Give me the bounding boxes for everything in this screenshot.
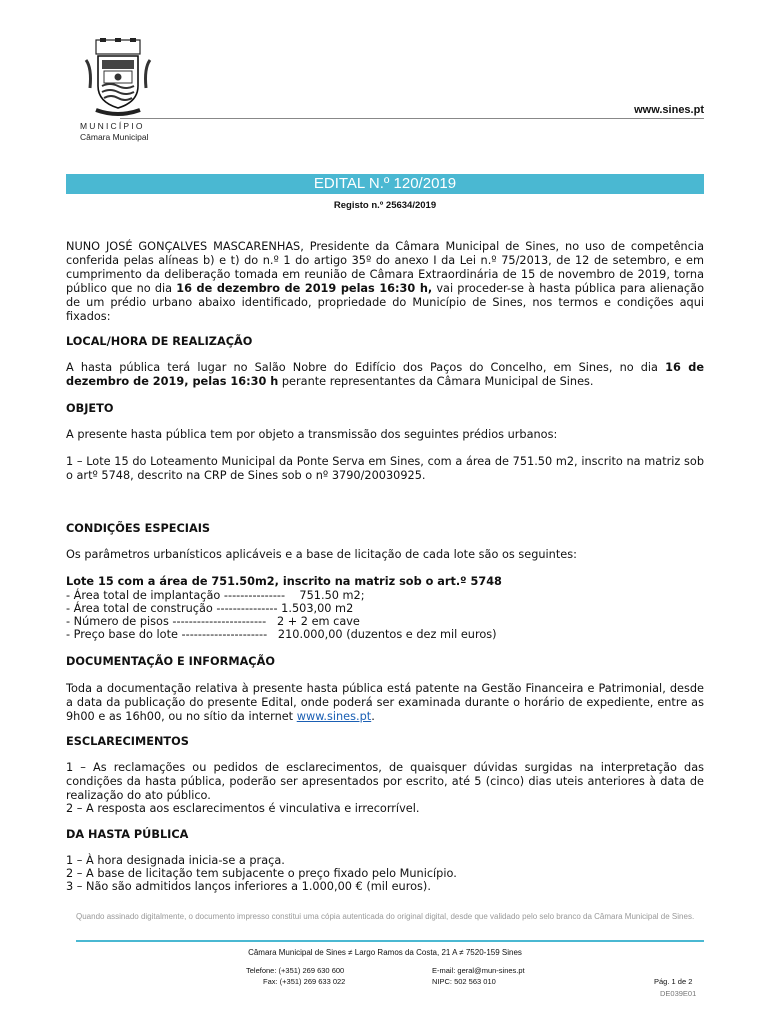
camara-label: Câmara Municipal [80, 132, 149, 142]
sines-website-link[interactable]: www.sines.pt [296, 710, 372, 723]
objeto-heading: OBJETO [66, 402, 114, 415]
local-heading: LOCAL/HORA DE REALIZAÇÃO [66, 335, 253, 348]
esclarecimentos-item-1: 1 – As reclamações ou pedidos de esclarecimentos, de quaisquer dúvidas surgidas na interpretação das condições da hasta pública, poderão ser apresentados por escrito, até 5 (cinco) dias uteis anteriores à data de realização do ato público. [66, 761, 704, 802]
objeto-item: 1 – Lote 15 do Loteamento Municipal da Ponte Serva em Sines, com a área de 751.50 m2, inscrito na matriz sob o artº 5748, descrito na CRP de Sines sob o nº 3790/20030925. [66, 455, 704, 482]
lote-param-2: - Área total de construção --------------- 1.503,00 m2 [66, 602, 354, 615]
footer-email: E-mail: geral@mun-sines.pt [432, 966, 525, 975]
footer-nipc: NIPC: 502 563 010 [432, 977, 496, 986]
objeto-paragraph: A presente hasta pública tem por objeto a transmissão dos seguintes prédios urbanos: [66, 428, 558, 441]
hasta-item-2: 2 – A base de licitação tem subjacente o preço fixado pelo Município. [66, 867, 457, 880]
page-number: Pág. 1 de 2 [654, 977, 693, 986]
municipio-label: MUNICÍPIO [80, 121, 145, 131]
registo-number: Registo n.º 25634/2019 [333, 200, 437, 211]
condicoes-heading: CONDIÇÕES ESPECIAIS [66, 522, 211, 535]
hasta-item-3: 3 – Não são admitidos lanços inferiores a 1.000,00 € (mil euros). [66, 880, 431, 893]
lote-param-3: - Número de pisos ----------------------- 2 + 2 em cave [66, 615, 360, 628]
lote-param-4: - Preço base do lote --------------------- 210.000,00 (duzentos e dez mil euros) [66, 628, 497, 641]
title-band [66, 174, 704, 194]
condicoes-paragraph: Os parâmetros urbanísticos aplicáveis e a base de licitação de cada lote são os seguintes: [66, 548, 577, 561]
intro-paragraph: NUNO JOSÉ GONÇALVES MASCARENHAS, Presidente da Câmara Municipal de Sines, no uso de competência conferida pelas alíneas b) e t) do n.º 1 do artigo 35º do anexo I da Lei n.º 75/2013, de 12 de setembro, e em cumprimento da deliberação tomada em reunião de Câmara Extraordinária de 15 de novembro de 2019, torna público que no dia 16 de dezembro de 2019 pelas 16:30 h, vai proceder-se à hasta pública para alienação de um prédio urbano abaixo identificado, propriedade do Município de Sines, nos termos e condições aqui fixados: [66, 240, 704, 323]
lote-heading: Lote 15 com a área de 751.50m2, inscrito na matriz sob o art.º 5748 [66, 575, 502, 588]
website-text: www.sines.pt [634, 104, 704, 116]
footer-telefone: Telefone: (+351) 269 630 600 [246, 966, 345, 975]
documentacao-heading: DOCUMENTAÇÃO E INFORMAÇÃO [66, 655, 275, 668]
edital-title: EDITAL N.º 120/2019 [313, 175, 457, 192]
hasta-item-1: 1 – À hora designada inicia-se a praça. [66, 854, 285, 867]
footer-divider [76, 940, 704, 942]
lote-param-1: - Área total de implantação --------------- 751.50 m2; [66, 589, 365, 602]
document-code: DE039E01 [660, 989, 697, 998]
footer-fax: Fax: (+351) 269 633 022 [263, 977, 346, 986]
documentacao-paragraph: Toda a documentação relativa à presente hasta pública está patente na Gestão Financeira e Patrimonial, desde a data da publicação do presente Edital, onde poderá ser examinada durante o horário de expediente, entre as 9h00 e as 16h00, ou no sítio da internet www.sines.pt. [66, 682, 704, 723]
esclarecimentos-heading: ESCLARECIMENTOS [66, 735, 189, 748]
municipal-crest-logo [82, 38, 154, 118]
footer-address: Câmara Municipal de Sines ≠ Largo Ramos da Costa, 21 A ≠ 7520-159 Sines [248, 948, 522, 957]
local-paragraph: A hasta pública terá lugar no Salão Nobre do Edifício dos Paços do Concelho, em Sines, no dia 16 de dezembro de 2019, pelas 16:30 h perante representantes da Câmara Municipal de Sines. [66, 361, 704, 388]
header-divider [120, 118, 704, 119]
esclarecimentos-item-2: 2 – A resposta aos esclarecimentos é vinculativa e irrecorrível. [66, 802, 420, 815]
hasta-heading: DA HASTA PÚBLICA [66, 828, 189, 841]
digital-signature-note: Quando assinado digitalmente, o documento impresso constitui uma cópia autenticada do original digital, desde que validado pelo selo branco da Câmara Municipal de Sines. [76, 912, 695, 921]
